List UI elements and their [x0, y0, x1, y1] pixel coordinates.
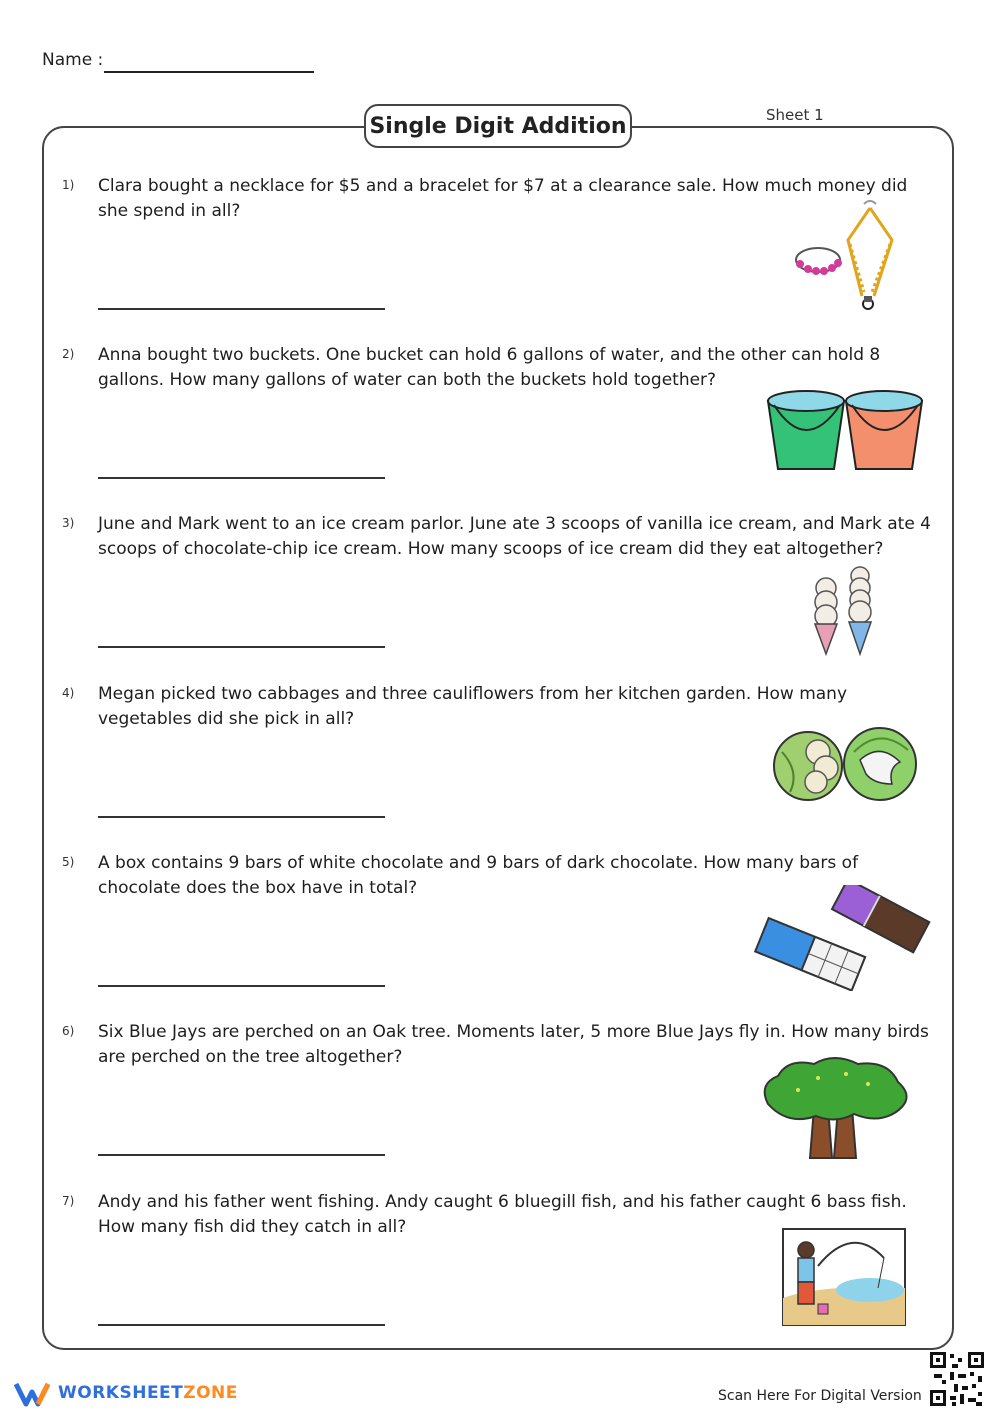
question-number: 2): [62, 347, 75, 361]
question-4: [0, 686, 1000, 856]
question-3: [0, 516, 1000, 686]
worksheetzone-logo[interactable]: [14, 1378, 238, 1408]
answer-line[interactable]: [98, 308, 385, 310]
question-number: 7): [62, 1194, 75, 1208]
buckets-icon: [764, 385, 924, 475]
answer-line[interactable]: [98, 477, 385, 479]
oak-tree-icon: [758, 1054, 912, 1160]
worksheet-title: Single Digit Addition: [364, 104, 632, 148]
fishing-boy-icon: [782, 1228, 906, 1326]
question-text: Andy and his father went fishing. Andy caught 6 bluegill fish, and his father caught 6 bass fish. How many fish did they catch in all?: [98, 1192, 907, 1237]
name-label: Name :: [42, 50, 104, 70]
scan-text: Scan Here For Digital Version: [718, 1388, 922, 1404]
answer-line[interactable]: [98, 1154, 385, 1156]
question-text: Clara bought a necklace for $5 and a bracelet for $7 at a clearance sale. How much money did she spend in all?: [98, 176, 908, 221]
brand-main: WORKSHEET: [58, 1383, 184, 1403]
necklace-bracelet-icon: [788, 200, 900, 318]
question-7: [0, 1194, 1000, 1364]
question-6: [0, 1024, 1000, 1194]
question-text: Anna bought two buckets. One bucket can hold 6 gallons of water, and the other can hold 8 gallons. How many gallons of water can both the buckets hold together?: [98, 345, 881, 390]
answer-line[interactable]: [98, 646, 385, 648]
question-text: Six Blue Jays are perched on an Oak tree. Moments later, 5 more Blue Jays fly in. How many birds are perched on the tree altogether?: [98, 1022, 929, 1067]
question-number: 5): [62, 855, 75, 869]
sheet-label: Sheet 1: [766, 106, 824, 124]
question-number: 4): [62, 686, 75, 700]
name-field[interactable]: [104, 71, 314, 73]
question-text: Megan picked two cabbages and three cauliflowers from her kitchen garden. How many vegetables did she pick in all?: [98, 684, 848, 729]
brand-accent: ZONE: [183, 1383, 238, 1403]
chocolate-bars-icon: [752, 885, 938, 991]
question-text: June and Mark went to an ice cream parlor. June ate 3 scoops of vanilla ice cream, and Mark ate 4 scoops of chocolate-chip ice cream. How many scoops of ice cream did they eat altogether?: [98, 514, 931, 559]
worksheetzone-logo-icon: [14, 1378, 50, 1408]
answer-line[interactable]: [98, 816, 385, 818]
question-number: 6): [62, 1024, 75, 1038]
question-number: 3): [62, 516, 75, 530]
question-2: [0, 347, 1000, 517]
question-text: A box contains 9 bars of white chocolate and 9 bars of dark chocolate. How many bars of chocolate does the box have in total?: [98, 853, 859, 898]
ice-cream-cones-icon: [808, 566, 880, 658]
cabbage-cauliflower-icon: [770, 722, 920, 808]
question-1: [0, 178, 1000, 348]
qr-code-icon[interactable]: [928, 1350, 986, 1408]
question-number: 1): [62, 178, 75, 192]
answer-line[interactable]: [98, 985, 385, 987]
answer-line[interactable]: [98, 1324, 385, 1326]
question-5: [0, 855, 1000, 1025]
